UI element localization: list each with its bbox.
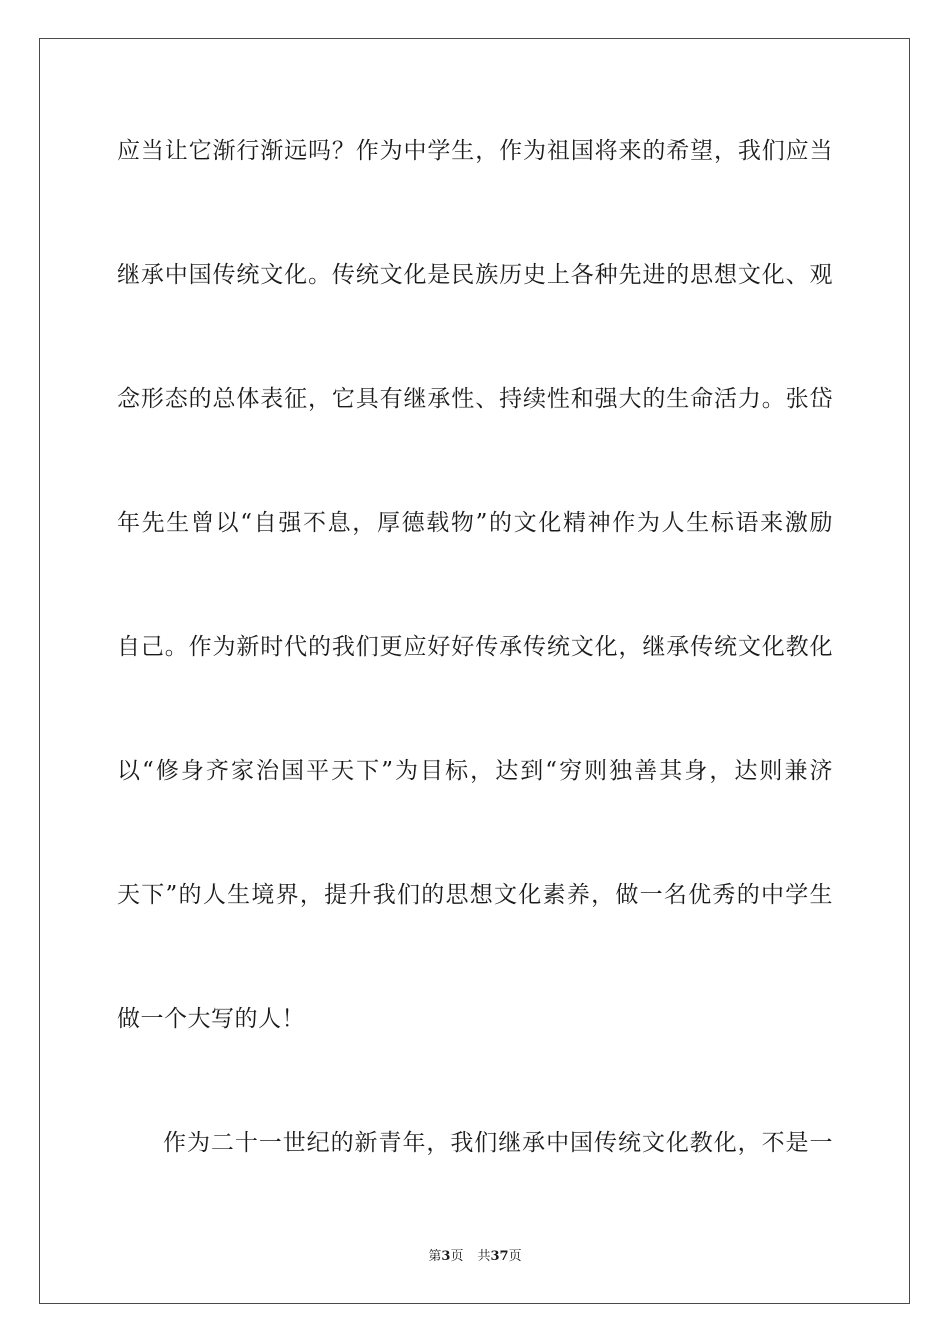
body-text-line: 天下”的人生境界，提升我们的思想文化素养，做一名优秀的中学生 xyxy=(117,882,833,908)
page-border xyxy=(39,38,910,1304)
current-page-number: 3 xyxy=(441,1249,451,1264)
total-prefix: 共 xyxy=(477,1249,491,1264)
total-pages-number: 37 xyxy=(490,1249,509,1264)
page-suffix: 页 xyxy=(450,1249,464,1264)
body-text-line: 应当让它渐行渐远吗？作为中学生，作为祖国将来的希望，我们应当 xyxy=(117,138,833,164)
body-text-line: 自己。作为新时代的我们更应好好传承传统文化，继承传统文化教化 xyxy=(117,634,833,660)
total-suffix: 页 xyxy=(508,1249,522,1264)
page-prefix: 第 xyxy=(428,1249,442,1264)
body-text-line: 年先生曾以“自强不息，厚德载物”的文化精神作为人生标语来激励 xyxy=(117,510,833,536)
paragraph-start-line: 作为二十一世纪的新青年，我们继承中国传统文化教化，不是一 xyxy=(163,1130,833,1156)
body-text-line: 念形态的总体表征，它具有继承性、持续性和强大的生命活力。张岱 xyxy=(117,386,833,412)
body-text-line: 继承中国传统文化。传统文化是民族历史上各种先进的思想文化、观 xyxy=(117,262,833,288)
body-text-line: 以“修身齐家治国平天下”为目标，达到“穷则独善其身，达则兼济 xyxy=(117,758,833,784)
body-text-line: 做一个大写的人！ xyxy=(117,1006,305,1032)
page-footer xyxy=(0,1248,950,1266)
